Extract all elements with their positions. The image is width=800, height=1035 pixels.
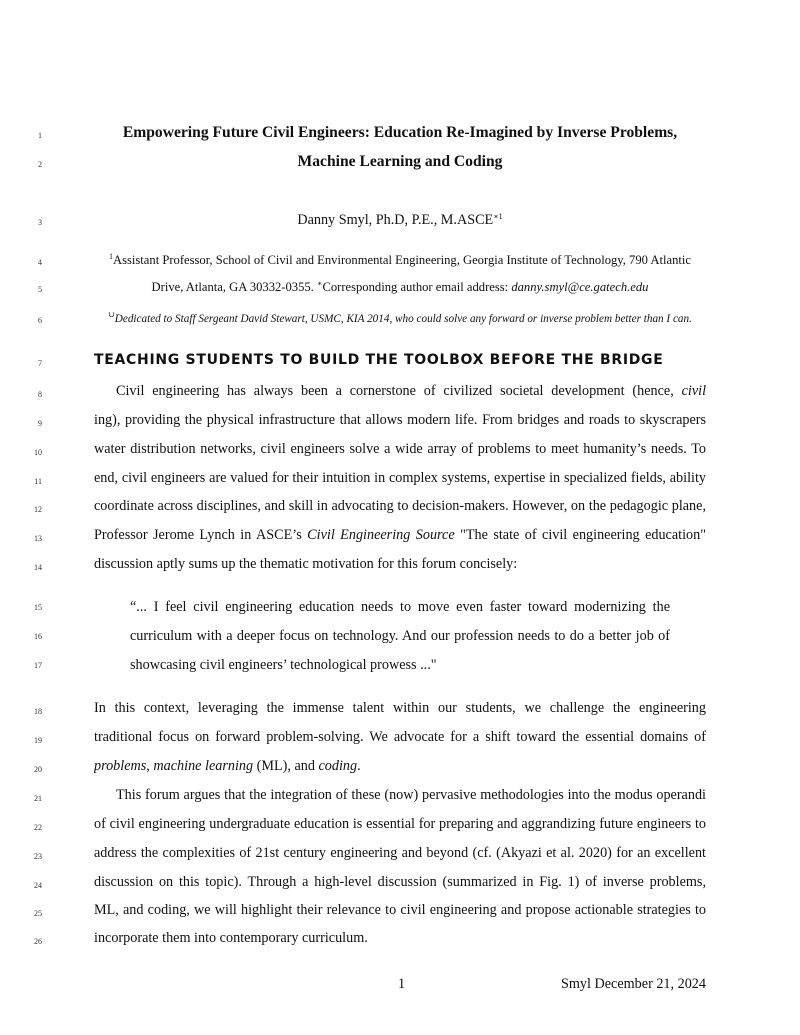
quote-line: “... I feel civil engineering education needs to move even faster toward modernizing the: [130, 599, 670, 615]
line-number: 5: [38, 285, 42, 294]
line-number: 25: [34, 909, 42, 918]
line-number: 12: [34, 505, 42, 514]
line-number: 17: [34, 661, 42, 670]
line-number: 7: [38, 359, 42, 368]
line-number: 3: [38, 218, 42, 227]
running-footer: Smyl December 21, 2024: [561, 976, 706, 992]
line-number: 20: [34, 765, 42, 774]
paragraph-2-line: problems, machine learning (ML), and coding.: [94, 758, 361, 774]
paragraph-1-line: Professor Jerome Lynch in ASCE’s Civil Engineering Source "The state of civil engineering education": [94, 527, 706, 543]
line-number: 2: [38, 160, 42, 169]
paragraph-1-line: water distribution networks, civil engineers solve a wide array of problems to meet humanity’s needs. To: [94, 441, 706, 457]
line-number: 23: [34, 852, 42, 861]
affiliation-sup: 1: [109, 252, 114, 261]
paragraph-3-line: ML, and coding, we will highlight their relevance to civil engineering and propose actionable strategies to: [94, 902, 706, 918]
line-number: 22: [34, 823, 42, 832]
affiliation-address: Drive, Atlanta, GA 30332-0355.: [151, 280, 314, 294]
line-number: 26: [34, 937, 42, 946]
paragraph-1-line: Civil engineering has always been a cornerstone of civilized societal development (hence, civil: [116, 383, 706, 399]
paper-title-line-1: Empowering Future Civil Engineers: Education Re-Imagined by Inverse Problems,: [122, 124, 678, 141]
author-marks: ∗1: [493, 212, 503, 221]
author-email-link[interactable]: danny.smyl@ce.gatech.edu: [511, 280, 649, 294]
paragraph-3-line: address the complexities of 21st century engineering and beyond (cf. (Akyazi et al. 2020) for an excellent: [94, 845, 706, 861]
affiliation-line-2: [0, 278, 800, 296]
line-number: 11: [34, 477, 42, 486]
line-number: 8: [38, 390, 42, 399]
author-line: [0, 211, 800, 229]
line-number: 18: [34, 707, 42, 716]
line-number: 10: [34, 448, 42, 457]
paragraph-2-line: In this context, leveraging the immense talent within our students, we challenge the engineering: [94, 700, 706, 716]
section-heading: TEACHING STUDENTS TO BUILD THE TOOLBOX BEFORE THE BRIDGE: [94, 352, 664, 368]
paragraph-3-line: discussion on this topic). Through a high-level discussion (summarized in Fig. 1) of inverse problems,: [94, 874, 706, 890]
paragraph-3-line: incorporate them into contemporary curriculum.: [94, 930, 368, 946]
line-number: 24: [34, 881, 42, 890]
line-number: 14: [34, 563, 42, 572]
line-number: 19: [34, 736, 42, 745]
dedication-text: Dedicated to Staff Sergeant David Stewart, USMC, KIA 2014, who could solve any forward or inverse problem better than I can.: [114, 313, 692, 325]
affiliation-line-1: [0, 251, 800, 269]
line-number: 13: [34, 534, 42, 543]
paper-title-line-2: Machine Learning and Coding: [297, 153, 503, 170]
affiliation-text: Assistant Professor, School of Civil and Environmental Engineering, Georgia Institute of Technology, 790 Atlantic: [113, 253, 691, 267]
dedication-sup: ∪: [108, 310, 115, 319]
line-number: 16: [34, 632, 42, 641]
line-number: 21: [34, 794, 42, 803]
paragraph-2-line: traditional focus on forward problem-solving. We advocate for a shift toward the essential domains of: [94, 729, 706, 745]
paragraph-1-line: discussion aptly sums up the thematic motivation for this forum concisely:: [94, 556, 518, 572]
line-number: 15: [34, 603, 42, 612]
paragraph-1-line: coordinate across disciplines, and skill in advocating to decision-makers. However, on the pedagogic plane,: [94, 498, 706, 514]
page-number: 1: [398, 976, 406, 992]
line-number: 4: [38, 258, 42, 267]
paragraph-3-line: This forum argues that the integration of these (now) pervasive methodologies into the modus operandi: [116, 787, 706, 803]
corresponding-label: Corresponding author email address:: [322, 280, 509, 294]
paragraph-3-line: of civil engineering undergraduate education is essential for preparing and aggrandizing future engineers to: [94, 816, 706, 832]
author-name: Danny Smyl, Ph.D, P.E., M.ASCE: [297, 212, 494, 228]
line-number: 6: [38, 316, 42, 325]
line-number: 9: [38, 419, 42, 428]
dedication: [0, 310, 800, 328]
line-number: 1: [38, 131, 42, 140]
paragraph-1-line: end, civil engineers are valued for their intuition in complex systems, expertise in specialized fields, ability: [94, 470, 706, 486]
paragraph-1-line: ing), providing the physical infrastructure that allows modern life. From bridges and roads to skyscrapers: [94, 412, 706, 428]
quote-line: curriculum with a deeper focus on technology. And our profession needs to do a better job of: [130, 628, 670, 644]
corresponding-star: ∗: [317, 279, 323, 288]
quote-line: showcasing civil engineers’ technological prowess ...": [130, 657, 437, 673]
